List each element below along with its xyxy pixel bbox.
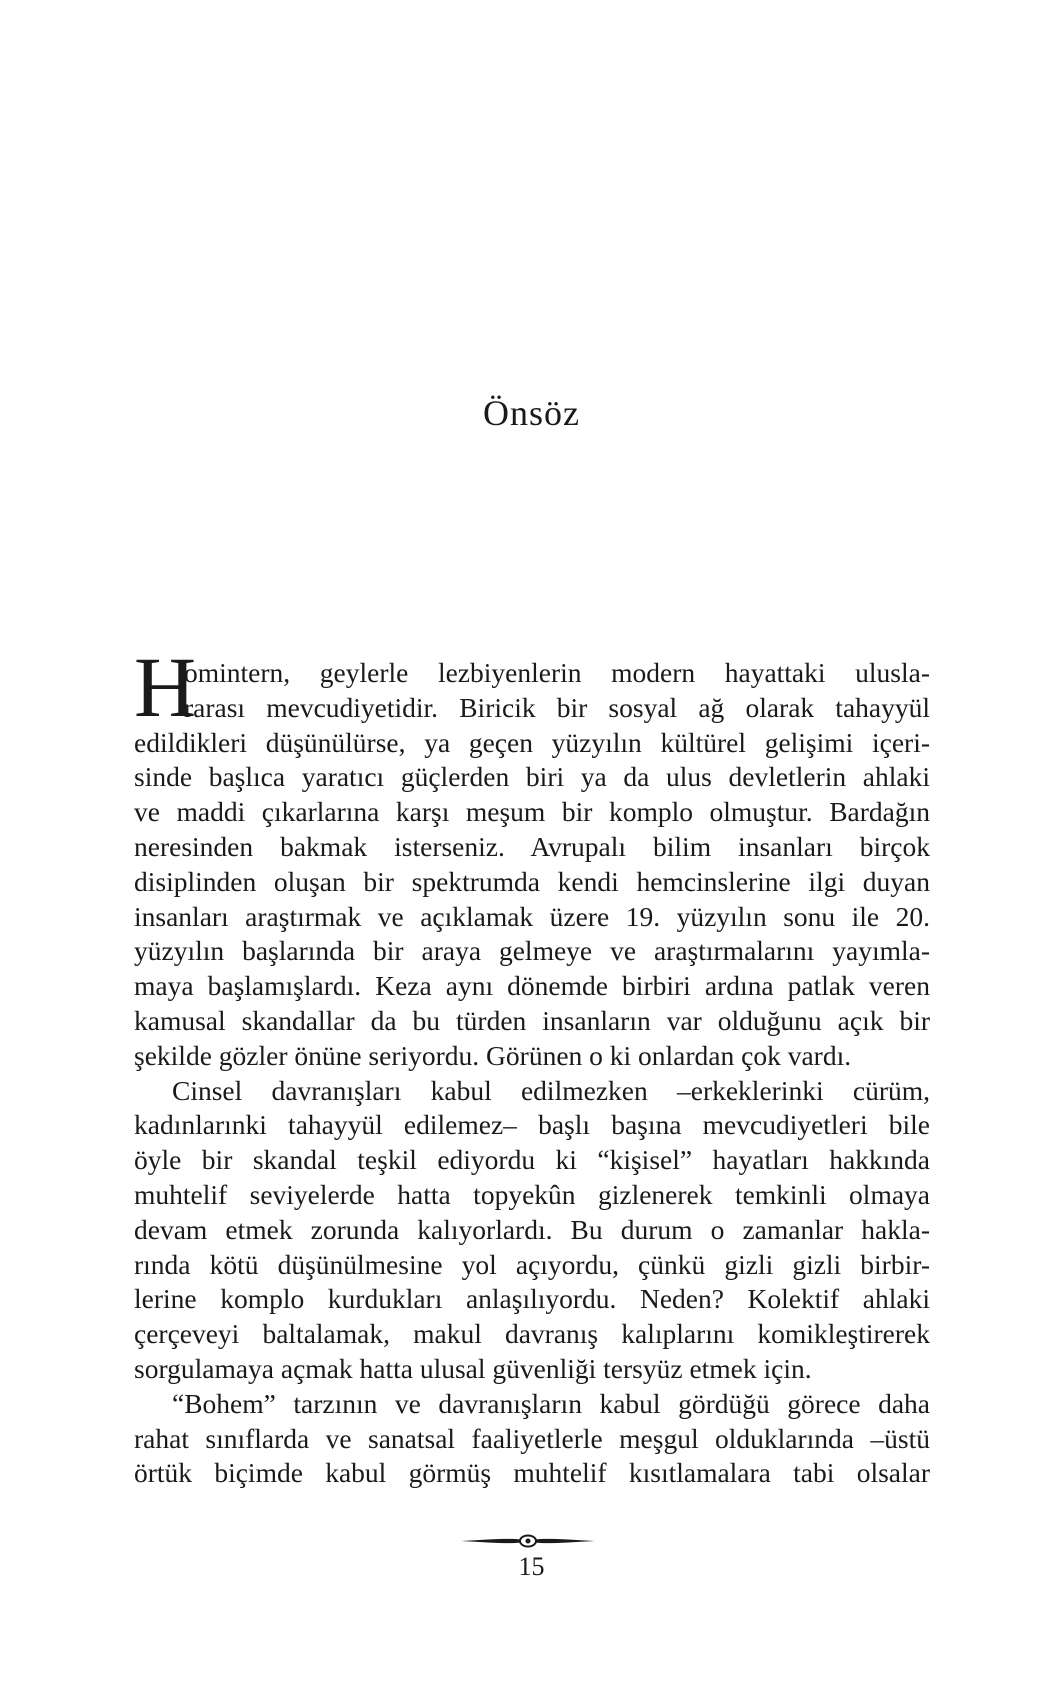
text-line: rarası mevcudiyetidir. Biricik bir sosyal ağ olarak tahayyül [184, 691, 930, 723]
text-line: devam etmek zorunda kalıyorlardı. Bu durum o zamanlar hakla- [134, 1213, 930, 1245]
text-line: rında kötü düşünülmesine yol açıyordu, çünkü gizli gizli birbir- [134, 1248, 930, 1280]
text-line: çerçeveyi baltalamak, makul davranış kalıplarını komikleştirerek [134, 1318, 930, 1350]
drop-cap: H [134, 650, 197, 726]
text-line: öyle bir skandal teşkil ediyordu ki “kişisel” hayatları hakkında [134, 1144, 930, 1176]
text-line: sorgulamaya açmak hatta ulusal güvenliği tersyüz etmek için. [134, 1352, 812, 1384]
page-number: 15 [518, 1552, 545, 1581]
text-line: kamusal skandallar da bu türden insanların var olduğunu açık bir [134, 1004, 930, 1036]
page-title: Önsöz [483, 393, 580, 433]
footer-ornament-icon [459, 1533, 597, 1549]
text-line: ve maddi çıkarlarına karşı meşum bir komplo olmuştur. Bardağın [134, 796, 930, 828]
text-line: Cinsel davranışları kabul edilmezken –erkeklerinki cürüm, [172, 1074, 930, 1106]
text-line: insanları araştırmak ve açıklamak üzere 19. yüzyılın sonu ile 20. [134, 900, 930, 932]
text-line: maya başlamışlardı. Keza aynı dönemde birbiri ardına patlak veren [134, 970, 930, 1002]
text-line: rahat sınıflarda ve sanatsal faaliyetlerle meşgul olduklarında –üstü [134, 1422, 930, 1454]
text-line: lerine komplo kurdukları anlaşılıyordu. Neden? Kolektif ahlaki [134, 1283, 930, 1315]
text-line: edildikleri düşünülürse, ya geçen yüzyılın kültürel gelişimi içeri- [134, 726, 930, 758]
body-text [134, 656, 930, 1491]
text-line: şekilde gözler önüne seriyordu. Görünen o ki onlardan çok vardı. [134, 1039, 852, 1071]
text-line: disiplinden oluşan bir spektrumda kendi hemcinslerine ilgi duyan [134, 865, 930, 897]
text-line: muhtelif seviyelerde hatta topyekûn gizlenerek temkinli olmaya [134, 1178, 930, 1210]
text-line: kadınlarınki tahayyül edilemez– başlı başına mevcudiyetleri bile [134, 1109, 930, 1141]
text-line: sinde başlıca yaratıcı güçlerden biri ya da ulus devletlerin ahlaki [134, 761, 930, 793]
text-line: omintern, geylerle lezbiyenlerin modern hayattaki ulusla- [184, 657, 930, 688]
text-line: yüzyılın başlarında bir araya gelmeye ve araştırmalarını yayımla- [134, 935, 930, 967]
text-line: “Bohem” tarzının ve davranışların kabul gördüğü görece daha [172, 1387, 930, 1419]
text-line: örtük biçimde kabul görmüş muhtelif kısıtlamalara tabi olsalar [134, 1457, 930, 1489]
text-line: neresinden bakmak isterseniz. Avrupalı bilim insanları birçok [134, 830, 930, 862]
